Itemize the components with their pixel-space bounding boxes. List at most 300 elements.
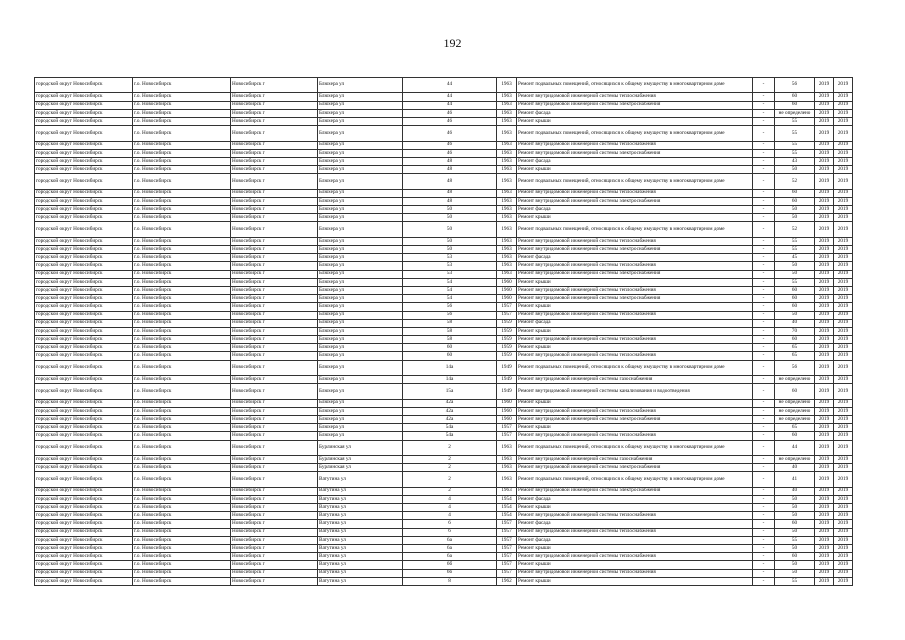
house-number-cell: 14а [403,360,497,375]
house-number-cell: 14а [403,376,497,384]
start-year-cell: 2019 [815,495,834,503]
build-year-cell: 1963 [497,206,517,214]
table-row [35,270,853,278]
house-number-cell: 6б [403,569,497,577]
table-row [35,487,853,495]
table-row [35,561,853,569]
end-year-cell: 2019 [834,214,853,222]
table-row [35,384,853,399]
settlement-cell: Новосибирск г [231,376,318,384]
street-cell: Блюхера ул [318,336,403,344]
municipality-cell: городской округ Новосибирск [35,528,133,536]
wear-percent-cell: 60 [775,553,815,561]
work-type-cell: Ремонт фасада [517,254,753,262]
build-year-cell: 1963 [497,197,517,205]
table-row [35,464,853,472]
table-row [35,528,853,536]
street-cell: Блюхера ул [318,237,403,245]
work-type-cell: Ремонт внутридомовой инженерной системы канализования и водоотведения [517,384,753,399]
street-cell: Блюхера ул [318,286,403,294]
settlement-cell: Новосибирск г [231,384,318,399]
settlement-cell: Новосибирск г [231,206,318,214]
start-year-cell: 2019 [815,487,834,495]
dash-cell: - [753,214,775,222]
municipality-cell: городской округ Новосибирск [35,376,133,384]
wear-percent-cell: 60 [775,336,815,344]
district-cell: г.о. Новосибирск [133,360,231,375]
municipality-cell: городской округ Новосибирск [35,270,133,278]
wear-percent-cell: не определено [775,109,815,117]
street-cell: Ватутина ул [318,528,403,536]
table-row [35,237,853,245]
street-cell: Блюхера ул [318,270,403,278]
settlement-cell: Новосибирск г [231,319,318,327]
street-cell: Блюхера ул [318,319,403,327]
house-number-cell: 44 [403,101,497,109]
dash-cell: - [753,432,775,440]
dash-cell: - [753,464,775,472]
district-cell: г.о. Новосибирск [133,206,231,214]
build-year-cell: 1963 [497,93,517,101]
work-type-cell: Ремонт внутридомовой инженерной системы электроснабжения [517,415,753,423]
district-cell: г.о. Новосибирск [133,512,231,520]
street-cell: Блюхера ул [318,222,403,237]
build-year-cell: 1957 [497,569,517,577]
district-cell: г.о. Новосибирск [133,246,231,254]
end-year-cell: 2019 [834,157,853,165]
start-year-cell: 2019 [815,327,834,335]
wear-percent-cell: 60 [775,432,815,440]
municipality-cell: городской округ Новосибирск [35,464,133,472]
wear-percent-cell: 55 [775,237,815,245]
end-year-cell: 2019 [834,93,853,101]
start-year-cell: 2019 [815,262,834,270]
street-cell: Блюхера ул [318,93,403,101]
municipality-cell: городской округ Новосибирск [35,545,133,553]
dash-cell: - [753,415,775,423]
wear-percent-cell: 40 [775,487,815,495]
work-type-cell: Ремонт внутридомовой инженерной системы теплоснабжения [517,569,753,577]
dash-cell: - [753,278,775,286]
end-year-cell: 2019 [834,432,853,440]
end-year-cell: 2019 [834,569,853,577]
street-cell: Блюхера ул [318,295,403,303]
district-cell: г.о. Новосибирск [133,504,231,512]
build-year-cell: 1963 [497,440,517,455]
municipality-cell: городской округ Новосибирск [35,303,133,311]
end-year-cell: 2019 [834,189,853,197]
start-year-cell: 2019 [815,424,834,432]
end-year-cell: 2019 [834,376,853,384]
build-year-cell: 1959 [497,336,517,344]
page-number: 192 [443,36,462,50]
house-number-cell: 6а [403,545,497,553]
work-type-cell: Ремонт подвальных помещений, относящихся к общему имуществу в многоквартирном доме [517,78,753,93]
table-row [35,214,853,222]
wear-percent-cell: 44 [775,440,815,455]
municipality-cell: городской округ Новосибирск [35,237,133,245]
table-row [35,376,853,384]
settlement-cell: Новосибирск г [231,286,318,294]
district-cell: г.о. Новосибирск [133,93,231,101]
table-row [35,336,853,344]
district-cell: г.о. Новосибирск [133,109,231,117]
end-year-cell: 2019 [834,237,853,245]
house-number-cell: 54 [403,278,497,286]
dash-cell: - [753,545,775,553]
street-cell: Блюхера ул [318,303,403,311]
table-row [35,157,853,165]
build-year-cell: 1957 [497,545,517,553]
wear-percent-cell: 50 [775,206,815,214]
dash-cell: - [753,440,775,455]
end-year-cell: 2019 [834,344,853,352]
start-year-cell: 2019 [815,528,834,536]
settlement-cell: Новосибирск г [231,117,318,125]
municipality-cell: городской округ Новосибирск [35,166,133,174]
street-cell: Ватутина ул [318,561,403,569]
settlement-cell: Новосибирск г [231,407,318,415]
settlement-cell: Новосибирск г [231,399,318,407]
dash-cell: - [753,344,775,352]
wear-percent-cell: 55 [775,141,815,149]
work-type-cell: Ремонт фасада [517,109,753,117]
wear-percent-cell: 65 [775,344,815,352]
settlement-cell: Новосибирск г [231,166,318,174]
start-year-cell: 2019 [815,512,834,520]
municipality-cell: городской округ Новосибирск [35,101,133,109]
wear-percent-cell: 50 [775,528,815,536]
wear-percent-cell: 55 [775,126,815,141]
start-year-cell: 2019 [815,455,834,463]
dash-cell: - [753,157,775,165]
work-type-cell: Ремонт внутридомовой инженерной системы электроснабжения [517,270,753,278]
municipality-cell: городской округ Новосибирск [35,149,133,157]
municipality-cell: городской округ Новосибирск [35,344,133,352]
house-number-cell: 48 [403,197,497,205]
end-year-cell: 2019 [834,246,853,254]
table-row [35,222,853,237]
street-cell: Блюхера ул [318,126,403,141]
district-cell: г.о. Новосибирск [133,455,231,463]
settlement-cell: Новосибирск г [231,141,318,149]
house-number-cell: 2 [403,487,497,495]
work-type-cell: Ремонт крыши [517,303,753,311]
build-year-cell: 1963 [497,101,517,109]
build-year-cell: 1959 [497,352,517,360]
build-year-cell: 1963 [497,270,517,278]
end-year-cell: 2019 [834,174,853,189]
settlement-cell: Новосибирск г [231,440,318,455]
start-year-cell: 2019 [815,157,834,165]
municipality-cell: городской округ Новосибирск [35,254,133,262]
end-year-cell: 2019 [834,126,853,141]
build-year-cell: 1954 [497,504,517,512]
settlement-cell: Новосибирск г [231,78,318,93]
wear-percent-cell: 41 [775,472,815,487]
settlement-cell: Новосибирск г [231,295,318,303]
wear-percent-cell: не определено [775,399,815,407]
district-cell: г.о. Новосибирск [133,440,231,455]
work-type-cell: Ремонт фасада [517,536,753,544]
build-year-cell: 1963 [497,254,517,262]
start-year-cell: 2019 [815,206,834,214]
build-year-cell: 1960 [497,399,517,407]
build-year-cell: 1963 [497,78,517,93]
end-year-cell: 2019 [834,311,853,319]
table-row [35,344,853,352]
street-cell: Блюхера ул [318,384,403,399]
table-row [35,278,853,286]
start-year-cell: 2019 [815,101,834,109]
end-year-cell: 2019 [834,553,853,561]
house-number-cell: 15а [403,384,497,399]
work-type-cell: Ремонт внутридомовой инженерной системы теплоснабжения [517,528,753,536]
work-type-cell: Ремонт внутридомовой инженерной системы теплоснабжения [517,189,753,197]
work-type-cell: Ремонт внутридомовой инженерной системы газоснабжения [517,455,753,463]
dash-cell: - [753,254,775,262]
district-cell: г.о. Новосибирск [133,262,231,270]
municipality-cell: городской округ Новосибирск [35,415,133,423]
work-type-cell: Ремонт крыши [517,166,753,174]
work-type-cell: Ремонт внутридомовой инженерной системы теплоснабжения [517,352,753,360]
street-cell: Блюхера ул [318,117,403,125]
municipality-cell: городской округ Новосибирск [35,472,133,487]
street-cell: Ватутина ул [318,504,403,512]
settlement-cell: Новосибирск г [231,149,318,157]
municipality-cell: городской округ Новосибирск [35,512,133,520]
dash-cell: - [753,141,775,149]
work-type-cell: Ремонт внутридомовой инженерной системы теплоснабжения [517,553,753,561]
start-year-cell: 2019 [815,399,834,407]
start-year-cell: 2019 [815,270,834,278]
district-cell: г.о. Новосибирск [133,424,231,432]
end-year-cell: 2019 [834,440,853,455]
start-year-cell: 2019 [815,197,834,205]
settlement-cell: Новосибирск г [231,569,318,577]
end-year-cell: 2019 [834,455,853,463]
build-year-cell: 1963 [497,262,517,270]
municipality-cell: городской округ Новосибирск [35,197,133,205]
street-cell: Блюхера ул [318,246,403,254]
build-year-cell: 1957 [497,303,517,311]
work-type-cell: Ремонт крыши [517,117,753,125]
end-year-cell: 2019 [834,424,853,432]
district-cell: г.о. Новосибирск [133,157,231,165]
house-number-cell: 56 [403,303,497,311]
dash-cell: - [753,206,775,214]
end-year-cell: 2019 [834,464,853,472]
municipality-cell: городской округ Новосибирск [35,206,133,214]
street-cell: Ватутина ул [318,495,403,503]
table-row [35,101,853,109]
work-type-cell: Ремонт подвальных помещений, относящихся к общему имуществу в многоквартирном доме [517,440,753,455]
start-year-cell: 2019 [815,237,834,245]
district-cell: г.о. Новосибирск [133,577,231,585]
house-number-cell: 4 [403,504,497,512]
end-year-cell: 2019 [834,286,853,294]
district-cell: г.о. Новосибирск [133,254,231,262]
street-cell: Блюхера ул [318,78,403,93]
house-number-cell: 54 [403,295,497,303]
end-year-cell: 2019 [834,384,853,399]
end-year-cell: 2019 [834,495,853,503]
settlement-cell: Новосибирск г [231,214,318,222]
dash-cell: - [753,495,775,503]
settlement-cell: Новосибирск г [231,101,318,109]
table-row [35,440,853,455]
work-type-cell: Ремонт фасада [517,157,753,165]
street-cell: Ватутина ул [318,520,403,528]
wear-percent-cell: не определено [775,455,815,463]
start-year-cell: 2019 [815,222,834,237]
build-year-cell: 1962 [497,577,517,585]
build-year-cell: 1957 [497,424,517,432]
end-year-cell: 2019 [834,101,853,109]
district-cell: г.о. Новосибирск [133,303,231,311]
table-row [35,166,853,174]
wear-percent-cell: 45 [775,254,815,262]
build-year-cell: 1963 [497,109,517,117]
district-cell: г.о. Новосибирск [133,376,231,384]
wear-percent-cell: 50 [775,270,815,278]
dash-cell: - [753,237,775,245]
municipality-cell: городской округ Новосибирск [35,569,133,577]
settlement-cell: Новосибирск г [231,360,318,375]
end-year-cell: 2019 [834,336,853,344]
settlement-cell: Новосибирск г [231,303,318,311]
build-year-cell: 1957 [497,561,517,569]
municipality-cell: городской округ Новосибирск [35,246,133,254]
dash-cell: - [753,455,775,463]
house-number-cell: 44 [403,93,497,101]
build-year-cell: 1960 [497,286,517,294]
start-year-cell: 2019 [815,254,834,262]
table-row [35,553,853,561]
house-number-cell: 46 [403,117,497,125]
wear-percent-cell: 50 [775,512,815,520]
district-cell: г.о. Новосибирск [133,384,231,399]
wear-percent-cell: 40 [775,319,815,327]
build-year-cell: 1957 [497,520,517,528]
dash-cell: - [753,360,775,375]
street-cell: Блюхера ул [318,432,403,440]
table-row [35,303,853,311]
work-type-cell: Ремонт внутридомовой инженерной системы теплоснабжения [517,141,753,149]
work-type-cell: Ремонт внутридомовой инженерной системы теплоснабжения [517,407,753,415]
start-year-cell: 2019 [815,149,834,157]
dash-cell: - [753,78,775,93]
table-row [35,407,853,415]
settlement-cell: Новосибирск г [231,109,318,117]
dash-cell: - [753,472,775,487]
dash-cell: - [753,101,775,109]
start-year-cell: 2019 [815,311,834,319]
municipality-cell: городской округ Новосибирск [35,311,133,319]
end-year-cell: 2019 [834,512,853,520]
wear-percent-cell: 50 [775,166,815,174]
wear-percent-cell: 60 [775,303,815,311]
work-type-cell: Ремонт внутридомовой инженерной системы электроснабжения [517,464,753,472]
municipality-cell: городской округ Новосибирск [35,157,133,165]
district-cell: г.о. Новосибирск [133,78,231,93]
work-type-cell: Ремонт внутридомовой инженерной системы электроснабжения [517,197,753,205]
district-cell: г.о. Новосибирск [133,344,231,352]
end-year-cell: 2019 [834,166,853,174]
build-year-cell: 1957 [497,553,517,561]
work-type-cell: Ремонт крыши [517,504,753,512]
build-year-cell: 1963 [497,246,517,254]
wear-percent-cell: 50 [775,569,815,577]
table-row [35,495,853,503]
street-cell: Блюхера ул [318,149,403,157]
work-type-cell: Ремонт внутридомовой инженерной системы теплоснабжения [517,336,753,344]
dash-cell: - [753,303,775,311]
start-year-cell: 2019 [815,376,834,384]
house-number-cell: 54а [403,432,497,440]
start-year-cell: 2019 [815,109,834,117]
house-number-cell: 6б [403,561,497,569]
build-year-cell: 1957 [497,536,517,544]
end-year-cell: 2019 [834,536,853,544]
end-year-cell: 2019 [834,577,853,585]
district-cell: г.о. Новосибирск [133,415,231,423]
work-type-cell: Ремонт внутридомовой инженерной системы теплоснабжения [517,432,753,440]
build-year-cell: 1960 [497,278,517,286]
district-cell: г.о. Новосибирск [133,352,231,360]
district-cell: г.о. Новосибирск [133,536,231,544]
street-cell: Ватутина ул [318,569,403,577]
municipality-cell: городской округ Новосибирск [35,440,133,455]
district-cell: г.о. Новосибирск [133,319,231,327]
house-number-cell: 6а [403,536,497,544]
table-row [35,262,853,270]
wear-percent-cell: 55 [775,117,815,125]
district-cell: г.о. Новосибирск [133,336,231,344]
district-cell: г.о. Новосибирск [133,432,231,440]
dash-cell: - [753,149,775,157]
build-year-cell: 1963 [497,455,517,463]
district-cell: г.о. Новосибирск [133,141,231,149]
dash-cell: - [753,487,775,495]
end-year-cell: 2019 [834,472,853,487]
end-year-cell: 2019 [834,254,853,262]
table-row [35,455,853,463]
wear-percent-cell: 65 [775,352,815,360]
build-year-cell: 1963 [497,487,517,495]
end-year-cell: 2019 [834,197,853,205]
start-year-cell: 2019 [815,577,834,585]
municipality-cell: городской округ Новосибирск [35,424,133,432]
street-cell: Блюхера ул [318,262,403,270]
table-row [35,246,853,254]
start-year-cell: 2019 [815,415,834,423]
build-year-cell: 1954 [497,495,517,503]
district-cell: г.о. Новосибирск [133,487,231,495]
dash-cell: - [753,504,775,512]
street-cell: Блюхера ул [318,141,403,149]
work-type-cell: Ремонт внутридомовой инженерной системы электроснабжения [517,487,753,495]
wear-percent-cell: 56 [775,78,815,93]
municipality-cell: городской округ Новосибирск [35,577,133,585]
settlement-cell: Новосибирск г [231,336,318,344]
table-row [35,197,853,205]
wear-percent-cell: 52 [775,174,815,189]
table-row [35,536,853,544]
municipality-cell: городской округ Новосибирск [35,93,133,101]
settlement-cell: Новосибирск г [231,512,318,520]
house-number-cell: 60 [403,352,497,360]
